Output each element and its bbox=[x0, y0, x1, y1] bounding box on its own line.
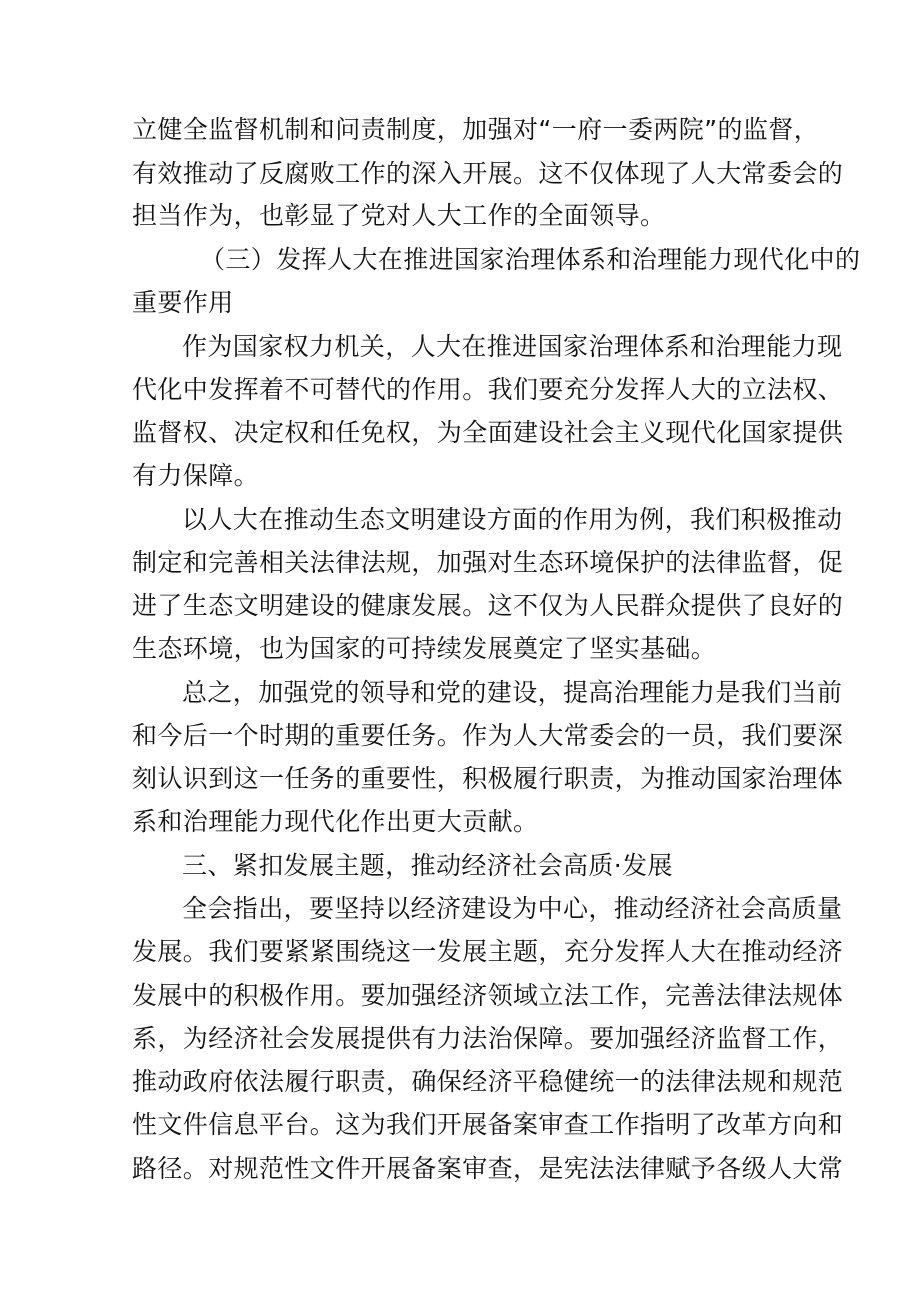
text-line-22: 系，为经济社会发展提供有力法治保障。要加强经济监督工作， bbox=[132, 1024, 844, 1053]
section-heading-3-line-2: 重要作用 bbox=[132, 288, 234, 317]
text-line-11: 制定和完善相关法律法规，加强对生态环境保护的法律监督，促 bbox=[132, 548, 844, 577]
text-line-13: 生态环境，也为国家的可持续发展奠定了坚实基础。 bbox=[132, 634, 717, 663]
text-line-14: 总之，加强党的领导和党的建设，提高治理能力是我们当前 bbox=[182, 678, 843, 707]
text-line-20: 发展。我们要紧紧围绕这一发展主题，充分发挥人大在推动经济 bbox=[132, 937, 844, 966]
text-line-6: 作为国家权力机关，人大在推进国家治理体系和治理能力现 bbox=[182, 332, 843, 361]
text-line-17: 系和治理能力现代化作出更大贡献。 bbox=[132, 807, 539, 836]
text-line-7: 代化中发挥着不可替代的作用。我们要充分发挥人大的立法权、 bbox=[132, 375, 844, 404]
text-line-3: 担当作为，也彰显了党对人大工作的全面领导。 bbox=[132, 201, 666, 230]
text-line-15: 和今后一个时期的重要任务。作为人大常委会的一员，我们要深 bbox=[132, 721, 844, 750]
text-line-9: 有力保障。 bbox=[132, 461, 260, 490]
text-line-24: 性文件信息平台。这为我们开展备案审查工作指明了改革方向和 bbox=[132, 1110, 844, 1139]
section-heading-3-line-1: （三）发挥人大在推进国家治理体系和治理能力现代化中的 bbox=[200, 245, 861, 274]
text-line-16: 刻认识到这一任务的重要性，积极履行职责，为推动国家治理体 bbox=[132, 764, 844, 793]
text-line-10: 以人大在推动生态文明建设方面的作用为例，我们积极推动 bbox=[182, 505, 843, 534]
text-line-8: 监督权、决定权和任免权，为全面建设社会主义现代化国家提供 bbox=[132, 418, 844, 447]
text-line-21: 发展中的积极作用。要加强经济领域立法工作，完善法律法规体 bbox=[132, 981, 844, 1010]
text-line-19: 全会指出，要坚持以经济建设为中心，推动经济社会高质量 bbox=[182, 894, 843, 923]
text-line-25: 路径。对规范性文件开展备案审查，是宪法法律赋予各级人大常 bbox=[132, 1154, 844, 1183]
text-line-23: 推动政府依法履行职责，确保经济平稳健统一的法律法规和规范 bbox=[132, 1067, 844, 1096]
section-heading-three: 三、紧扣发展主题，推动经济社会高质·发展 bbox=[182, 851, 673, 880]
text-line-1: 立健全监督机制和问责制度，加强对“一府一委两院”的监督， bbox=[132, 115, 820, 144]
text-line-12: 进了生态文明建设的健康发展。这不仅为人民群众提供了良好的 bbox=[132, 591, 844, 620]
text-line-2: 有效推动了反腐败工作的深入开展。这不仅体现了人大常委会的 bbox=[132, 159, 844, 188]
